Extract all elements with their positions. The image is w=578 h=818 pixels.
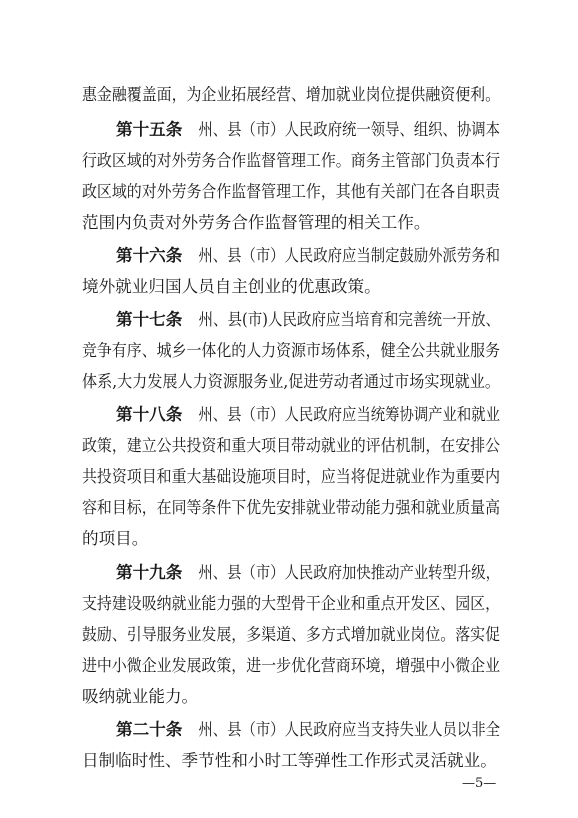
line-text: 支持建设吸纳就业能力强的大型骨干企业和重点开发区、园区， [82, 594, 500, 613]
text-line [0, 558, 578, 588]
line-text: 吸纳就业能力。 [82, 687, 199, 706]
text-line [0, 367, 578, 397]
article-number: 第十九条 [116, 563, 183, 582]
line-text: 惠金融覆盖面，为企业拓展经营、增加就业岗位提供融资便利。 [82, 85, 500, 104]
text-line [0, 272, 578, 302]
line-text: 进中小微企业发展政策，进一步优化营商环境，增强中小微企业 [82, 656, 500, 675]
line-text: 州、县（市）人民政府应当统筹协调产业和就业 [184, 405, 500, 424]
line-text: 共投资项目和重大基础设施项目时，应当将促进就业作为重要内 [82, 467, 500, 486]
text-line [0, 336, 578, 366]
line-text: 州、县(市)人民政府应当培育和完善统一开放、 [184, 310, 500, 329]
text-line [0, 115, 578, 145]
line-text: 政区域的对外劳务合作监督管理工作，其他有关部门在各自职责 [82, 182, 500, 201]
text-line [0, 620, 578, 650]
text-line [0, 524, 578, 554]
text-line [0, 241, 578, 271]
text-line [0, 462, 578, 492]
line-text: 境外就业归国人员自主创业的优惠政策。 [82, 277, 381, 296]
text-line [0, 493, 578, 523]
line-text: 体系,大力发展人力资源服务业,促进劳动者通过市场实现就业。 [82, 372, 500, 391]
line-text: 州、县（市）人民政府加快推动产业转型升级， [184, 563, 500, 582]
page-number: —5— [462, 776, 497, 791]
text-line [0, 177, 578, 207]
text-line [0, 589, 578, 619]
line-text: 竞争有序、城乡一体化的人力资源市场体系，健全公共就业服务 [82, 341, 500, 360]
article-number: 第十六条 [116, 246, 183, 265]
text-line [0, 208, 578, 238]
line-text: 范围内负责对外劳务合作监督管理的相关工作。 [82, 213, 431, 232]
line-text: 容和目标，在同等条件下优先安排就业带动能力强和就业质量高 [82, 498, 500, 517]
text-line [0, 682, 578, 712]
line-text: 日制临时性、季节性和小时工等弹性工作形式灵活就业。 [82, 751, 497, 770]
text-line [0, 80, 578, 110]
line-text: 州、县（市）人民政府统一领导、组织、协调本 [184, 120, 500, 139]
article-number: 第十五条 [116, 120, 183, 139]
text-line [0, 746, 578, 776]
text-line [0, 651, 578, 681]
line-text: 行政区域的对外劳务合作监督管理工作。商务主管部门负责本行 [82, 151, 500, 170]
line-text: 州、县（市）人民政府应当支持失业人员以非全 [184, 720, 500, 739]
line-text: 州、县（市）人民政府应当制定鼓励外派劳务和 [184, 246, 500, 265]
line-text: 的项目。 [82, 529, 149, 548]
article-number: 第十八条 [116, 405, 183, 424]
text-line [0, 715, 578, 745]
line-text: 鼓励、引导服务业发展，多渠道、多方式增加就业岗位。落实促 [82, 625, 500, 644]
article-number: 第二十条 [116, 720, 183, 739]
line-text: 政策，建立公共投资和重大项目带动就业的评估机制，在安排公 [82, 436, 500, 455]
text-line [0, 400, 578, 430]
article-number: 第十七条 [116, 310, 183, 329]
text-line [0, 431, 578, 461]
text-line [0, 146, 578, 176]
text-line [0, 305, 578, 335]
